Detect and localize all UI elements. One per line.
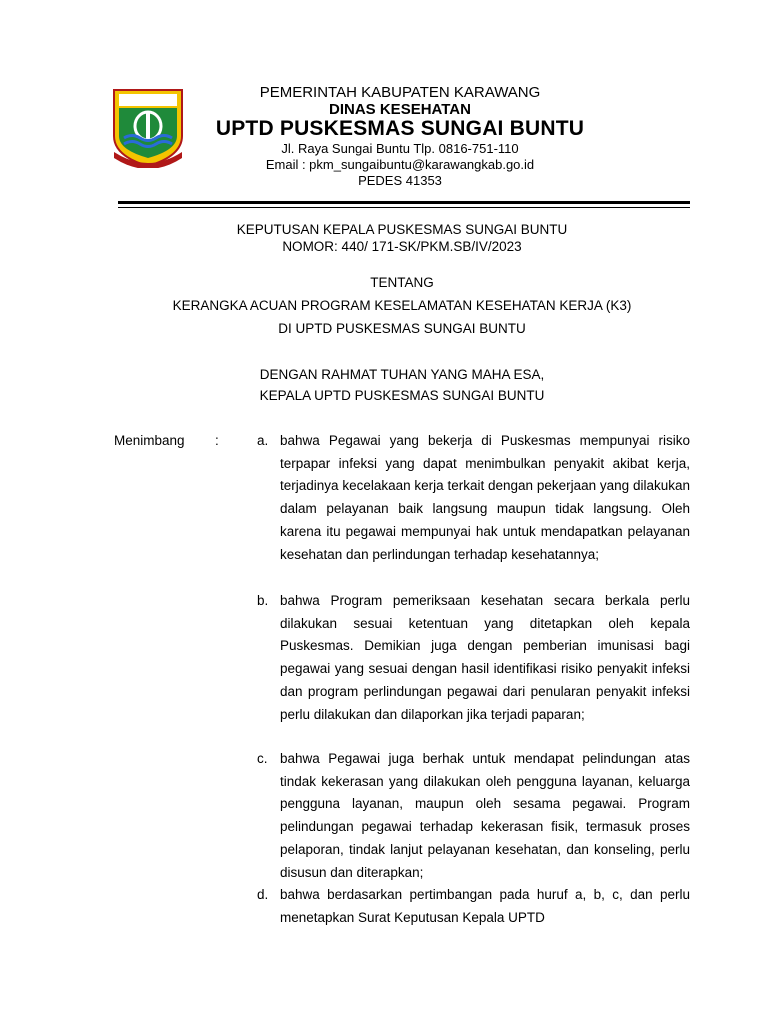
- letterhead-institution: UPTD PUSKESMAS SUNGAI BUNTU: [215, 117, 585, 140]
- item-text: bahwa Pegawai juga berhak untuk mendapat pelindungan atas tindak kekerasan yang dilakukan oleh pengguna layanan, keluarga pengguna layanan, maupun oleh sesama pegawai. Program pelindungan pegawai terhadap kekerasan fisik, termasuk proses pelaporan, tindak lanjut pelayanan kesehatan, dan konseling, perlu disusun dan diterapkan;: [280, 751, 690, 880]
- item-text: bahwa Program pemeriksaan kesehatan secara berkala perlu dilakukan sesuai ketentuan yang ditetapkan oleh kepala Puskesmas. Demikian juga dengan pemberian imunisasi bagi pegawai yang sesuai dengan hasil identifikasi risiko penyakit infeksi dan program perlindungan pegawai dari penularan penyakit infeksi perlu dilakukan dan dilaporkan jika terjadi paparan;: [280, 593, 690, 722]
- decree-subject-line1: KERANGKA ACUAN PROGRAM KESELAMATAN KESEHATAN KERJA (K3): [172, 298, 632, 313]
- item-text: bahwa berdasarkan pertimbangan pada huruf a, b, c, dan perlu menetapkan Surat Keputusan Kepala UPTD: [280, 887, 690, 925]
- decree-title: KEPUTUSAN KEPALA PUSKESMAS SUNGAI BUNTU: [236, 222, 568, 237]
- item-letter: a.: [257, 433, 269, 448]
- decree-about: TENTANG: [370, 275, 434, 290]
- item-text: bahwa Pegawai yang bekerja di Puskesmas mempunyai risiko terpapar infeksi yang dapat menimbulkan penyakit akibat kerja, terjadinya kecelakaan kerja terkait dengan pekerjaan yang dilakukan dalam pelayanan baik langsung maupun tidak langsung. Oleh karena itu pegawai mempunyai hak untuk mendapatkan pelayanan kesehatan dan perlindungan terhadap kesehatannya;: [280, 433, 690, 562]
- letterhead-department: DINAS KESEHATAN: [329, 101, 471, 118]
- letterhead-divider-thin: [118, 207, 690, 208]
- considering-label: Menimbang: [114, 433, 185, 448]
- karawang-regency-emblem: [110, 86, 186, 168]
- item-letter: c.: [257, 751, 268, 766]
- decree-number: NOMOR: 440/ 171-SK/PKM.SB/IV/2023: [282, 239, 522, 254]
- letterhead-government: PEMERINTAH KABUPATEN KARAWANG: [259, 84, 541, 101]
- letterhead-address: Jl. Raya Sungai Buntu Tlp. 0816-751-110: [281, 141, 519, 156]
- letterhead-email: Email : pkm_sungaibuntu@karawangkab.go.id: [265, 157, 535, 172]
- considering-colon: :: [215, 433, 219, 448]
- decree-subject-line2: DI UPTD PUSKESMAS SUNGAI BUNTU: [278, 321, 526, 336]
- letterhead-divider-thick: [118, 201, 690, 204]
- item-letter: b.: [257, 593, 269, 608]
- item-letter: d.: [257, 887, 269, 902]
- decree-blessing: DENGAN RAHMAT TUHAN YANG MAHA ESA,: [259, 367, 545, 382]
- letterhead-postal: PEDES 41353: [358, 173, 442, 188]
- decree-head: KEPALA UPTD PUSKESMAS SUNGAI BUNTU: [259, 388, 545, 403]
